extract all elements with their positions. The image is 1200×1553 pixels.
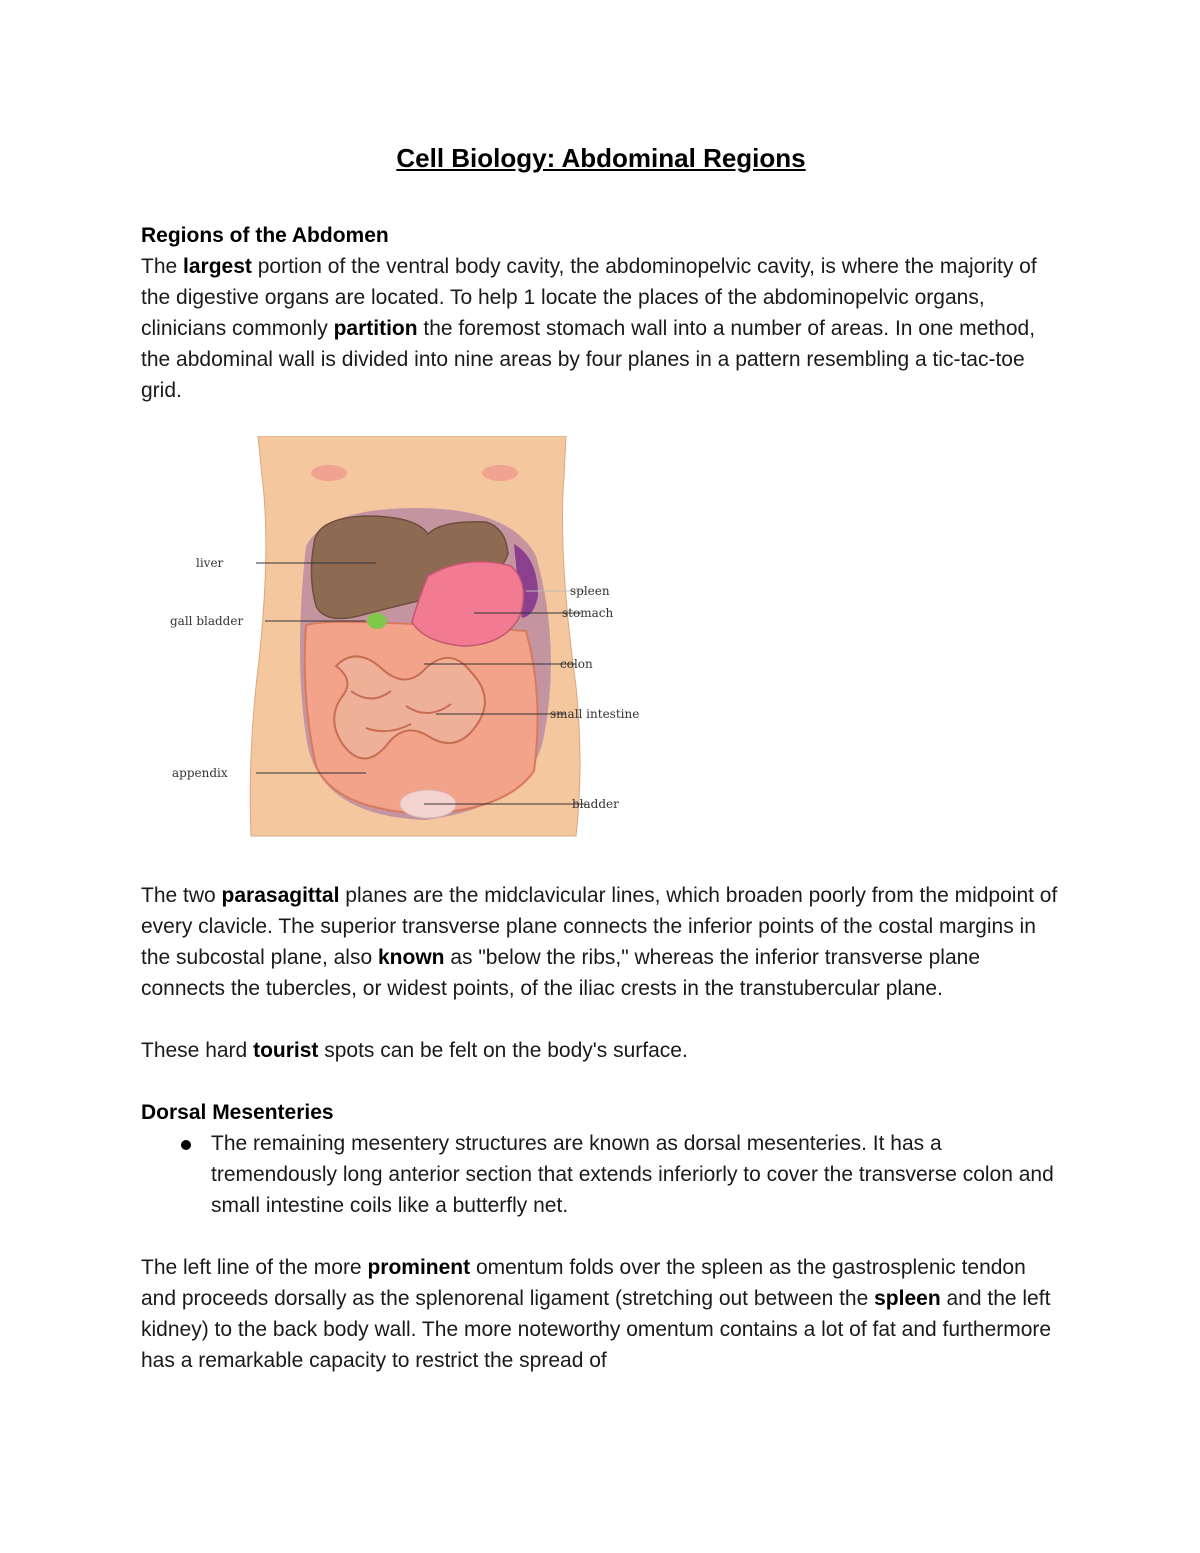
paragraph-omentum: The left line of the more prominent omentum folds over the spleen as the gastrosplenic tendon and proceeds dorsally as the splenorenal ligament (stretching out between the spleen and the left kidney) to the back body wall. The more noteworthy omentum contains a lot of fat and furthermore has a remarkable capacity to restrict the spread of [141,1256,1052,1372]
paragraph-landmarks: These hard tourist spots can be felt on the body's surface. [141,1039,688,1062]
label-bladder: bladder [572,797,619,811]
paragraph-planes: The two parasagittal planes are the midclavicular lines, which broaden poorly from the midpoint of every clavicle. The superior transverse plane connects the inferior points of the costal margins in the subcostal plane, also known as "below the ribs," whereas the inferior transverse plane connects the tubercles, or widest points, of the iliac crests in the transtubercular plane. [141,884,1058,1000]
label-small-intestine: small intestine [550,707,640,721]
bullet-icon [181,1140,191,1150]
bold-term: known [378,946,445,969]
bold-term: largest [183,255,252,278]
bold-term: spleen [874,1287,941,1310]
bold-term: parasagittal [221,884,340,907]
bold-term: prominent [367,1256,471,1279]
page-title: Cell Biology: Abdominal Regions [396,143,806,173]
section-heading-dorsal-mesenteries: Dorsal Mesenteries [141,1101,334,1124]
label-stomach: stomach [562,606,614,620]
section-heading-regions: Regions of the Abdomen [141,224,389,247]
abdomen-anatomy-figure [166,436,646,844]
abdomen-illustration [166,436,646,844]
label-liver: liver [196,556,224,570]
paragraph-regions: The largest portion of the ventral body cavity, the abdominopelvic cavity, is where the majority of the digestive organs are located. To help 1 locate the places of the abdominopelvic organs, clinicians commonly partition the foremost stomach wall into a number of areas. In one method, the abdominal wall is divided into nine areas by four planes in a pattern resembling a tic-tac-toe grid. [141,255,1037,402]
label-appendix: appendix [172,766,228,780]
bullet-item [141,1128,1061,1221]
bold-term: tourist [253,1039,319,1062]
bullet-text: The remaining mesentery structures are known as dorsal mesenteries. It has a tremendously long anterior section that extends inferiorly to cover the transverse colon and small intestine coils like a butterfly net. [211,1132,1054,1217]
label-gall-bladder: gall bladder [170,614,244,628]
label-colon: colon [560,657,593,671]
document-page [141,138,1061,1376]
bold-term: partition [333,317,418,340]
title-wrap [141,138,1061,178]
label-spleen: spleen [570,584,610,598]
